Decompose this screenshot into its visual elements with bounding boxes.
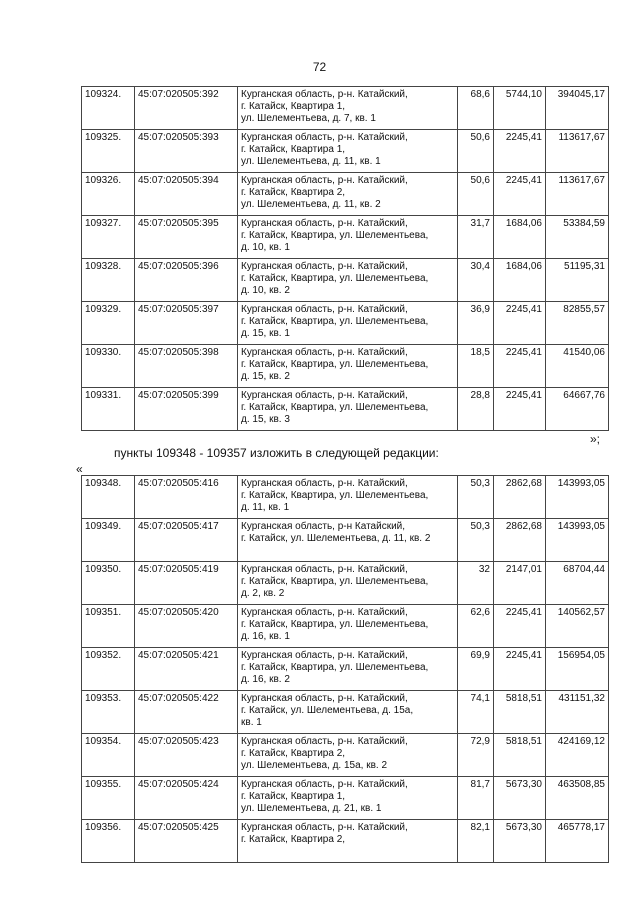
row-number-cell: 109326. xyxy=(82,173,135,216)
cadastral-number-cell: 45:07:020505:396 xyxy=(135,259,238,302)
address-cell: Курганская область, р-н. Катайский, г. Катайск, Квартира, ул. Шелементьева, д. 15, кв. 2 xyxy=(238,345,458,388)
area-cell: 50,3 xyxy=(458,476,494,519)
cadastral-value-cell: 465778,17 xyxy=(546,820,609,863)
table1-body xyxy=(82,87,609,431)
cadastral-value-cell: 394045,17 xyxy=(546,87,609,130)
row-number-cell: 109325. xyxy=(82,130,135,173)
table-row xyxy=(82,345,609,388)
cadastral-number-cell: 45:07:020505:417 xyxy=(135,519,238,562)
area-cell: 50,3 xyxy=(458,519,494,562)
cadastral-number-cell: 45:07:020505:422 xyxy=(135,691,238,734)
unit-value-cell: 5673,30 xyxy=(494,777,546,820)
address-cell: Курганская область, р-н Катайский, г. Катайск, ул. Шелементьева, д. 11, кв. 2 xyxy=(238,519,458,562)
table-row xyxy=(82,130,609,173)
area-cell: 82,1 xyxy=(458,820,494,863)
row-number-cell: 109330. xyxy=(82,345,135,388)
unit-value-cell: 2245,41 xyxy=(494,345,546,388)
address-cell: Курганская область, р-н. Катайский, г. Катайск, Квартира, ул. Шелементьева, д. 10, кв. 1 xyxy=(238,216,458,259)
unit-value-cell: 2245,41 xyxy=(494,302,546,345)
cadastral-number-cell: 45:07:020505:397 xyxy=(135,302,238,345)
row-number-cell: 109327. xyxy=(82,216,135,259)
area-cell: 30,4 xyxy=(458,259,494,302)
cadastral-value-cell: 68704,44 xyxy=(546,562,609,605)
table-row xyxy=(82,259,609,302)
table-row xyxy=(82,388,609,431)
area-cell: 68,6 xyxy=(458,87,494,130)
address-cell: Курганская область, р-н. Катайский, г. Катайск, Квартира, ул. Шелементьева, д. 11, кв. 1 xyxy=(238,476,458,519)
cadastral-value-cell: 82855,57 xyxy=(546,302,609,345)
row-number-cell: 109349. xyxy=(82,519,135,562)
table-row xyxy=(82,777,609,820)
table-row xyxy=(82,734,609,777)
address-cell: Курганская область, р-н. Катайский, г. Катайск, Квартира 1, ул. Шелементьева, д. 21, кв. 1 xyxy=(238,777,458,820)
table-row xyxy=(82,605,609,648)
area-cell: 74,1 xyxy=(458,691,494,734)
address-cell: Курганская область, р-н. Катайский, г. Катайск, Квартира 2, ул. Шелементьева, д. 11, кв. 2 xyxy=(238,173,458,216)
row-number-cell: 109352. xyxy=(82,648,135,691)
unit-value-cell: 1684,06 xyxy=(494,216,546,259)
unit-value-cell: 5673,30 xyxy=(494,820,546,863)
unit-value-cell: 2862,68 xyxy=(494,519,546,562)
unit-value-cell: 2245,41 xyxy=(494,605,546,648)
row-number-cell: 109348. xyxy=(82,476,135,519)
cadastral-value-cell: 64667,76 xyxy=(546,388,609,431)
area-cell: 72,9 xyxy=(458,734,494,777)
unit-value-cell: 2862,68 xyxy=(494,476,546,519)
row-number-cell: 109331. xyxy=(82,388,135,431)
address-cell: Курганская область, р-н. Катайский, г. Катайск, Квартира 1, ул. Шелементьева, д. 7, кв. 1 xyxy=(238,87,458,130)
opening-quote: « xyxy=(76,462,83,476)
cadastral-number-cell: 45:07:020505:399 xyxy=(135,388,238,431)
area-cell: 62,6 xyxy=(458,605,494,648)
area-cell: 81,7 xyxy=(458,777,494,820)
row-number-cell: 109329. xyxy=(82,302,135,345)
cadastral-value-cell: 41540,06 xyxy=(546,345,609,388)
row-number-cell: 109351. xyxy=(82,605,135,648)
closing-quote: »; xyxy=(590,432,601,446)
amendment-instruction: пункты 109348 - 109357 изложить в следующей редакции: xyxy=(114,446,439,460)
unit-value-cell: 5818,51 xyxy=(494,734,546,777)
cadastral-value-cell: 156954,05 xyxy=(546,648,609,691)
cadastral-value-cell: 51195,31 xyxy=(546,259,609,302)
cadastral-number-cell: 45:07:020505:393 xyxy=(135,130,238,173)
address-cell: Курганская область, р-н. Катайский, г. Катайск, Квартира, ул. Шелементьева, д. 2, кв. 2 xyxy=(238,562,458,605)
cadastral-number-cell: 45:07:020505:420 xyxy=(135,605,238,648)
table-row xyxy=(82,562,609,605)
unit-value-cell: 2245,41 xyxy=(494,388,546,431)
unit-value-cell: 2245,41 xyxy=(494,130,546,173)
address-cell: Курганская область, р-н. Катайский, г. Катайск, Квартира, ул. Шелементьева, д. 16, кв. 1 xyxy=(238,605,458,648)
cadastral-number-cell: 45:07:020505:425 xyxy=(135,820,238,863)
unit-value-cell: 2147,01 xyxy=(494,562,546,605)
cadastral-number-cell: 45:07:020505:421 xyxy=(135,648,238,691)
row-number-cell: 109328. xyxy=(82,259,135,302)
cadastral-value-cell: 113617,67 xyxy=(546,173,609,216)
property-table-2 xyxy=(81,475,609,863)
row-number-cell: 109356. xyxy=(82,820,135,863)
address-cell: Курганская область, р-н. Катайский, г. Катайск, Квартира, ул. Шелементьева, д. 16, кв. 2 xyxy=(238,648,458,691)
table-row xyxy=(82,216,609,259)
cadastral-value-cell: 431151,32 xyxy=(546,691,609,734)
table-row xyxy=(82,302,609,345)
cadastral-value-cell: 463508,85 xyxy=(546,777,609,820)
cadastral-value-cell: 424169,12 xyxy=(546,734,609,777)
row-number-cell: 109354. xyxy=(82,734,135,777)
cadastral-number-cell: 45:07:020505:419 xyxy=(135,562,238,605)
address-cell: Курганская область, р-н. Катайский, г. Катайск, Квартира 1, ул. Шелементьева, д. 11, кв. 1 xyxy=(238,130,458,173)
cadastral-number-cell: 45:07:020505:423 xyxy=(135,734,238,777)
page-number: 72 xyxy=(312,60,327,74)
cadastral-number-cell: 45:07:020505:424 xyxy=(135,777,238,820)
address-cell: Курганская область, р-н. Катайский, г. Катайск, Квартира, ул. Шелементьева, д. 15, кв. 1 xyxy=(238,302,458,345)
table-row xyxy=(82,173,609,216)
area-cell: 50,6 xyxy=(458,130,494,173)
address-cell: Курганская область, р-н. Катайский, г. Катайск, Квартира 2, ул. Шелементьева, д. 15а, кв. 2 xyxy=(238,734,458,777)
table-row xyxy=(82,691,609,734)
table-row xyxy=(82,648,609,691)
cadastral-value-cell: 143993,05 xyxy=(546,519,609,562)
area-cell: 31,7 xyxy=(458,216,494,259)
unit-value-cell: 5818,51 xyxy=(494,691,546,734)
cadastral-value-cell: 113617,67 xyxy=(546,130,609,173)
unit-value-cell: 5744,10 xyxy=(494,87,546,130)
cadastral-number-cell: 45:07:020505:392 xyxy=(135,87,238,130)
address-cell: Курганская область, р-н. Катайский, г. Катайск, Квартира, ул. Шелементьева, д. 10, кв. 2 xyxy=(238,259,458,302)
unit-value-cell: 2245,41 xyxy=(494,648,546,691)
cadastral-value-cell: 140562,57 xyxy=(546,605,609,648)
row-number-cell: 109353. xyxy=(82,691,135,734)
row-number-cell: 109324. xyxy=(82,87,135,130)
cadastral-number-cell: 45:07:020505:394 xyxy=(135,173,238,216)
area-cell: 50,6 xyxy=(458,173,494,216)
area-cell: 32 xyxy=(458,562,494,605)
table-row xyxy=(82,87,609,130)
unit-value-cell: 2245,41 xyxy=(494,173,546,216)
address-cell: Курганская область, р-н. Катайский, г. Катайск, Квартира 2, xyxy=(238,820,458,863)
row-number-cell: 109355. xyxy=(82,777,135,820)
area-cell: 28,8 xyxy=(458,388,494,431)
table2-body xyxy=(82,476,609,863)
table-row xyxy=(82,820,609,863)
row-number-cell: 109350. xyxy=(82,562,135,605)
area-cell: 69,9 xyxy=(458,648,494,691)
area-cell: 18,5 xyxy=(458,345,494,388)
table-row xyxy=(82,519,609,562)
area-cell: 36,9 xyxy=(458,302,494,345)
property-table-1 xyxy=(81,86,609,431)
cadastral-value-cell: 143993,05 xyxy=(546,476,609,519)
cadastral-number-cell: 45:07:020505:395 xyxy=(135,216,238,259)
unit-value-cell: 1684,06 xyxy=(494,259,546,302)
cadastral-value-cell: 53384,59 xyxy=(546,216,609,259)
cadastral-number-cell: 45:07:020505:416 xyxy=(135,476,238,519)
cadastral-number-cell: 45:07:020505:398 xyxy=(135,345,238,388)
table-row xyxy=(82,476,609,519)
address-cell: Курганская область, р-н. Катайский, г. Катайск, Квартира, ул. Шелементьева, д. 15, кв. 3 xyxy=(238,388,458,431)
address-cell: Курганская область, р-н. Катайский, г. Катайск, ул. Шелементьева, д. 15а, кв. 1 xyxy=(238,691,458,734)
